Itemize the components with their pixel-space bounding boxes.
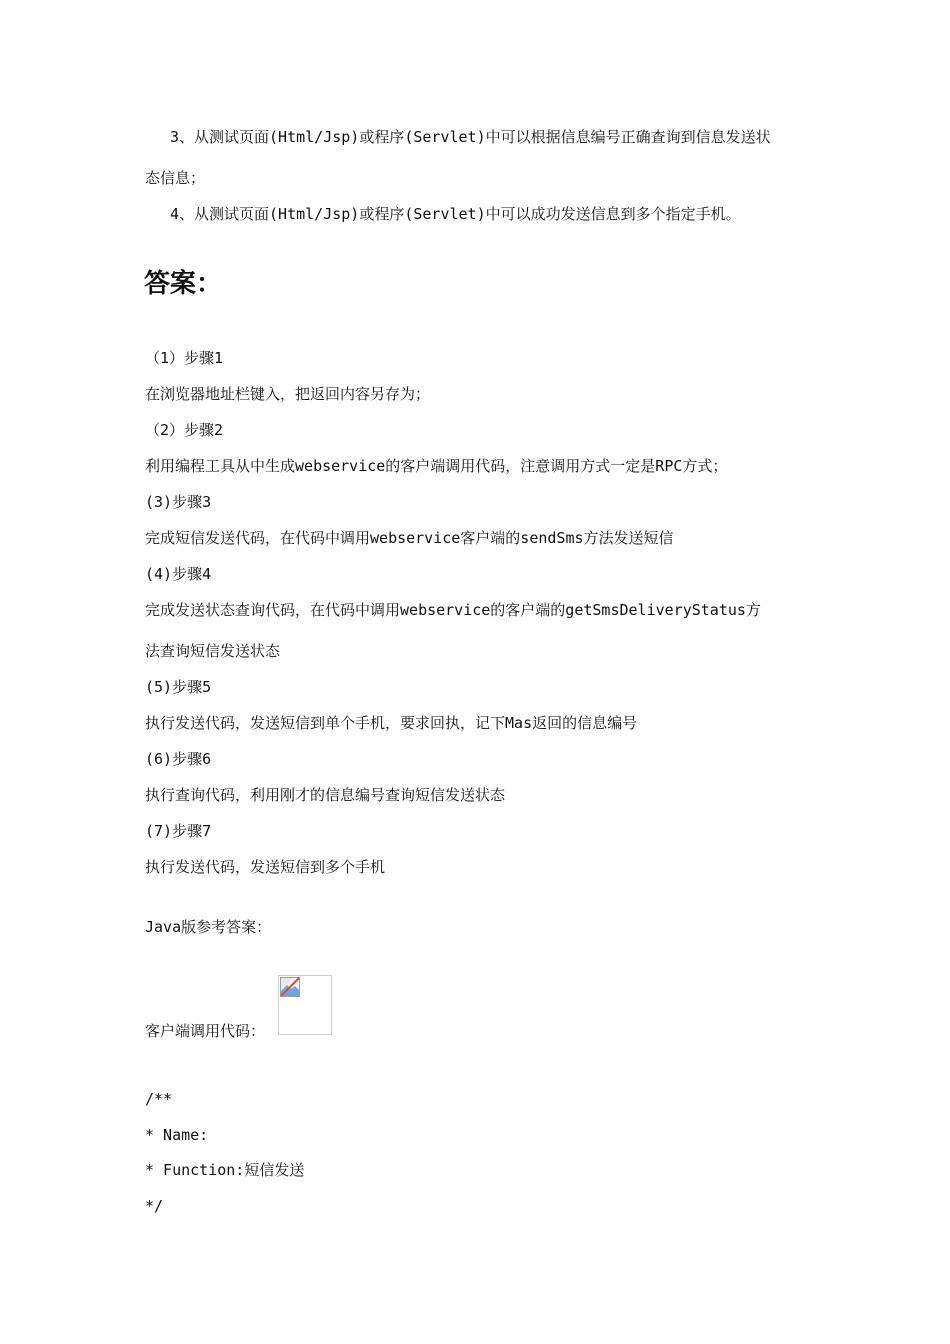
step-1-title: （1）步骤1 [145,349,224,367]
step-3-text: 完成短信发送代码，在代码中调用webservice客户端的sendSms方法发送短信 [145,529,674,547]
requirement-item-3-line-2: 态信息； [145,169,206,187]
answer-heading: 答案： [144,269,223,299]
code-comment-line-2: * Name: [145,1126,209,1144]
step-1-text: 在浏览器地址栏键入，把返回内容另存为； [145,385,431,403]
image-placeholder [278,975,332,1035]
java-reference-label: Java版参考答案： [145,918,272,936]
step-4-text-line-2: 法查询短信发送状态 [145,642,281,660]
client-code-label: 客户端调用代码： [145,1022,266,1040]
requirement-item-3-line-1: 3、从测试页面(Html/Jsp)或程序(Servlet)中可以根据信息编号正确查询到信息发送状 [170,128,771,146]
step-6-title: (6)步骤6 [145,750,212,768]
step-4-title: (4)步骤4 [145,565,212,583]
step-2-title: （2）步骤2 [145,421,224,439]
broken-image-icon [280,977,300,997]
step-5-title: (5)步骤5 [145,678,212,696]
step-7-text: 执行发送代码，发送短信到多个手机 [145,858,386,876]
code-comment-line-4: */ [145,1197,164,1215]
code-comment-line-1: /** [145,1090,173,1108]
step-6-text: 执行查询代码，利用刚才的信息编号查询短信发送状态 [145,786,506,804]
step-5-text: 执行发送代码，发送短信到单个手机，要求回执，记下Mas返回的信息编号 [145,714,638,732]
step-2-text: 利用编程工具从中生成webservice的客户端调用代码，注意调用方式一定是RPC方式； [145,457,728,475]
step-7-title: (7)步骤7 [145,822,212,840]
code-comment-line-3: * Function:短信发送 [145,1161,305,1179]
step-3-title: (3)步骤3 [145,493,212,511]
requirement-item-4: 4、从测试页面(Html/Jsp)或程序(Servlet)中可以成功发送信息到多个指定手机。 [170,205,741,223]
step-4-text-line-1: 完成发送状态查询代码，在代码中调用webservice的客户端的getSmsDeliveryStatus方 [145,601,761,619]
